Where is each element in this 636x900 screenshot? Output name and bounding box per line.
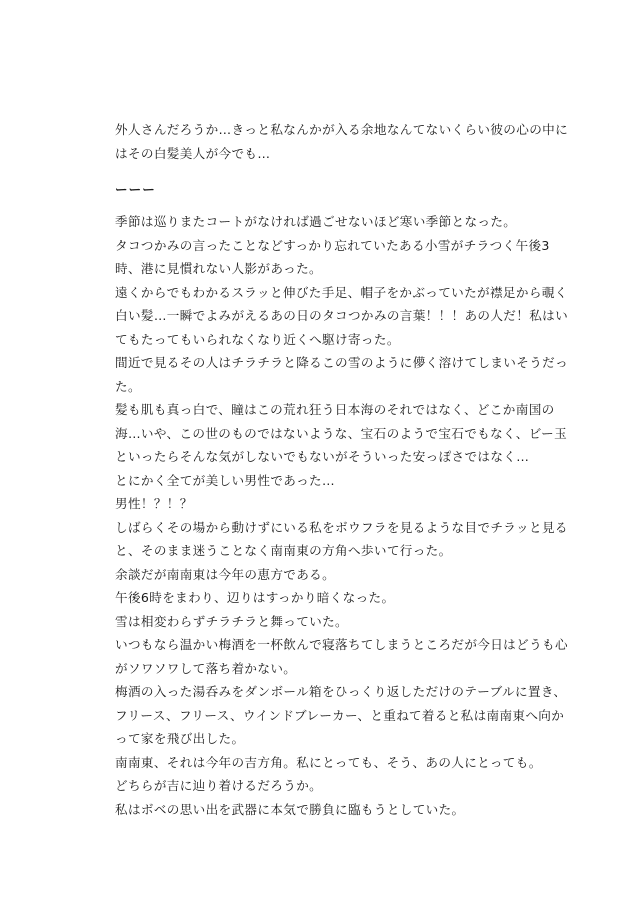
text-line: がソワソワして落ち着かない。 bbox=[115, 660, 297, 676]
text-line: 外人さんだろうか…きっと私なんかが入る余地なんてないくらい彼の心の中に bbox=[115, 122, 569, 137]
divider-text: ーーー bbox=[115, 182, 156, 197]
text-line: 雪は相変わらずチラチラと舞っていた。 bbox=[115, 613, 348, 629]
text-line: 遠くからでもわかるスラッと伸びた手足、帽子をかぶっていたが襟足から覗く bbox=[115, 284, 568, 300]
section-divider bbox=[115, 178, 535, 202]
text-line: と、そのまま迷うことなく南南東の方角へ歩いて行った。 bbox=[115, 543, 452, 558]
text-line: といったらそんな気がしないでもないがそういった安っぽさではなく… bbox=[115, 449, 530, 464]
text-line: 午後6時をまわり、辺りはすっかり暗くなった。 bbox=[115, 590, 395, 605]
text-line: 余談だが南南東は今年の恵方である。 bbox=[115, 566, 336, 582]
body-paragraphs bbox=[115, 210, 569, 821]
text-line: とにかく全てが美しい男性であった… bbox=[115, 472, 335, 488]
text-line: どちらが吉に辿り着けるだろうか。 bbox=[115, 778, 323, 793]
text-line: 髪も肌も真っ白で、瞳はこの荒れ狂う日本海のそれではなく、どこか南国の bbox=[115, 402, 555, 417]
text-line: って家を飛び出した。 bbox=[115, 731, 245, 746]
text-line: 季節は巡りまたコートがなければ過ごせないほど寒い季節となった。 bbox=[115, 214, 517, 229]
text-line: 白い髪…一瞬でよみがえるあの日のタコつかみの言葉！！！あの人だ！私はい bbox=[115, 308, 569, 323]
text-line: 私はボベの思い出を武器に本気で勝負に臨もうとしていた。 bbox=[115, 801, 465, 817]
text-line: 時、港に見慣れない人影があった。 bbox=[115, 261, 322, 276]
text-line: 間近で見るその人はチラチラと降るこの雪のように儚く溶けてしまいそうだっ bbox=[115, 355, 569, 370]
text-line: た。 bbox=[115, 378, 141, 394]
text-line: フリース、フリース、ウインドブレーカー、と重ねて着ると私は南南東へ向か bbox=[115, 707, 565, 723]
text-line: はその白髪美人が今でも… bbox=[115, 145, 271, 161]
text-line: てもたってもいられなくなり近くへ駆け寄った。 bbox=[115, 331, 400, 347]
text-line: タコつかみの言ったことなどすっかり忘れていたある小雪がチラつく午後3 bbox=[115, 237, 550, 253]
text-line: 海…いや、この世のものではないような、宝石のようで宝石でもなく、ビー玉 bbox=[115, 425, 568, 441]
text-line: いつもなら温かい梅酒を一杯飲んで寝落ちてしまうところだが今日はどうも心 bbox=[115, 637, 568, 652]
text-line: 南南東、それは今年の吉方角。私にとっても、そう、あの人にとっても。 bbox=[115, 754, 542, 770]
text-line: 男性！？！？ bbox=[115, 496, 193, 511]
text-line: 梅酒の入った湯呑みをダンボール箱をひっくり返しただけのテーブルに置き、 bbox=[115, 684, 567, 699]
text-line: しばらくその場から動けずにいる私をボウフラを見るような目でチラッと見る bbox=[115, 519, 568, 535]
intro-paragraph bbox=[115, 118, 569, 165]
